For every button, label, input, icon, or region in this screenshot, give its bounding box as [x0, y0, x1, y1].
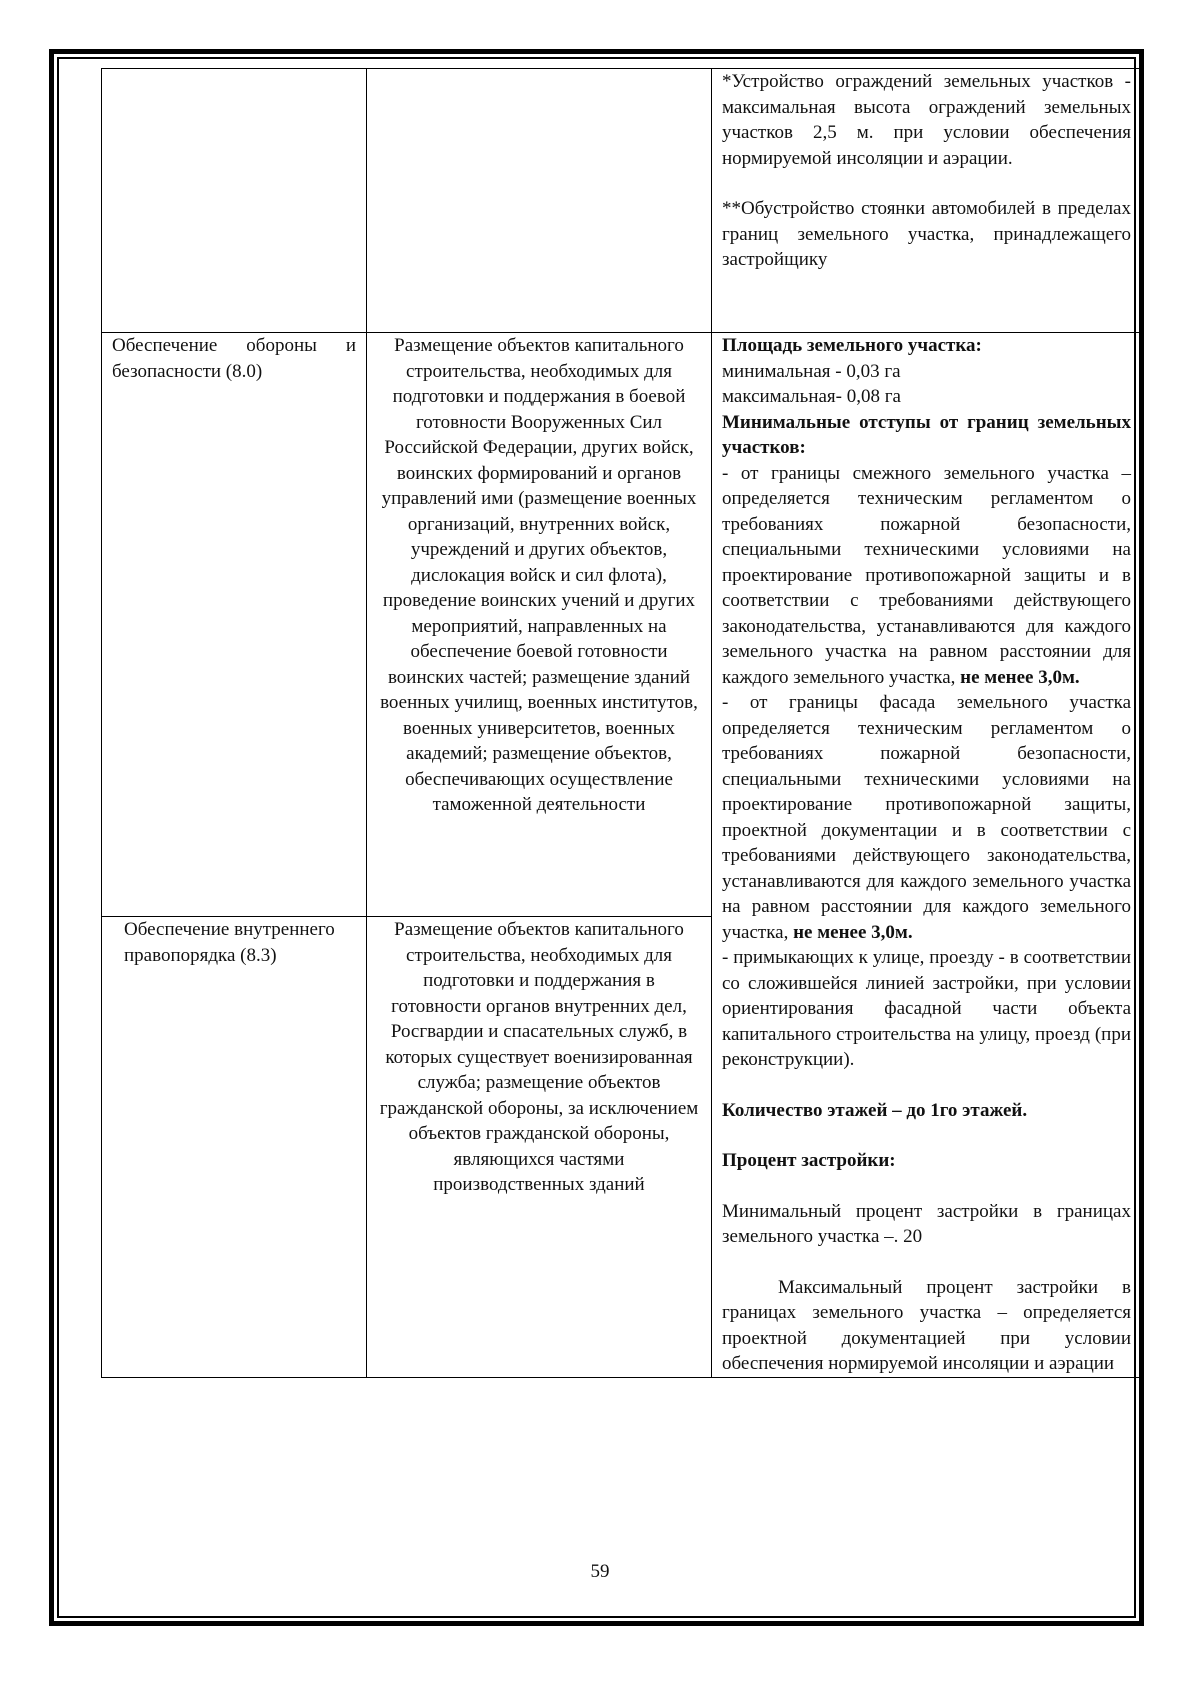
regulations-table — [101, 68, 1142, 1378]
cell-parameters — [712, 69, 1142, 333]
setback-facade-min: не менее 3,0м. — [793, 921, 913, 943]
parking-note: **Обустройство стоянки автомобилей в пределах границ земельного участка, принадлежащего застройщику — [722, 198, 1131, 270]
coverage-max: Максимальный процент застройки в границах земельного участка – определяется проектной документацией при условии обеспечения нормируемой инсоляции и аэрации — [722, 1276, 1131, 1374]
area-title: Площадь земельного участка: — [722, 335, 982, 356]
cell-use-type-defense: Обеспечение обороны и безопасности (8.0) — [102, 333, 367, 917]
table-row — [102, 69, 1142, 333]
area-min: минимальная - 0,03 га — [722, 360, 901, 382]
table-row — [102, 333, 1142, 917]
setback-adjacent-text: - от границы смежного земельного участка – определяется техническим регламентом о требованиях пожарной безопасности, специальными техническими условиями на проектирование противопожарной защиты и в соответствии с требованиями действующего законодательства, устанавливаются для каждого земельного участка на равном расстоянии для каждого земельного участка, — [722, 462, 1131, 688]
fence-note: *Устройство ограждений земельных участков - максимальная высота ограждений земельных участков 2,5 м. при условии обеспечения нормируемой инсоляции и аэрации. — [722, 71, 1131, 169]
coverage-min: Минимальный процент застройки в границах земельного участка –. 20 — [722, 1200, 1131, 1247]
area-max: максимальная- 0,08 га — [722, 386, 901, 407]
setback-adjacent-min: не менее 3,0м. — [960, 666, 1080, 688]
cell-use-description-defense: Размещение объектов капитального строительства, необходимых для подготовки и поддержания в боевой готовности Вооруженных Сил Российской Федерации, других войск, воинских формирований и органов управлений ими (размещение военных организаций, внутренних войск, учреждений и других объектов, дислокация войск и сил флота), проведение воинских учений и других мероприятий, направленных на обеспечение боевой готовности воинских частей; размещение зданий военных училищ, военных институтов, военных университетов, военных академий; размещение объектов, обеспечивающих осуществление таможенной деятельности — [367, 333, 712, 917]
setback-street: - примыкающих к улице, проезду - в соответствии со сложившейся линией застройки, при условии ориентирования фасадной части объекта капитального строительства на улицу, проезд (при реконструкции). — [722, 947, 1131, 1070]
cell-parameters-defense — [712, 333, 1142, 1378]
cell-use-description-order: Размещение объектов капитального строительства, необходимых для подготовки и поддержания в готовности органов внутренних дел, Росгвардии и спасательных служб, в которых существует военизированная служба; размещение объектов гражданской обороны, за исключением объектов гражданской обороны, являющихся частями производственных зданий — [367, 917, 712, 1378]
setback-adjacent — [722, 461, 1131, 691]
setbacks-title: Минимальные отступы от границ земельных участков: — [722, 411, 1131, 458]
page-number: 59 — [590, 1561, 610, 1582]
cell-use-description — [367, 69, 712, 333]
setback-facade-text: - от границы фасада земельного участка определяется техническим регламентом о требованиях пожарной безопасности, специальными техническими условиями на проектирование противопожарной защиты, проектной документации и в соответствии с требованиями действующего законодательства, устанавливаются для каждого земельного участка на равном расстоянии для каждого земельного участка, — [722, 692, 1131, 943]
cell-use-type — [102, 69, 367, 333]
cell-use-type-order: Обеспечение внутреннего правопорядка (8.3) — [102, 917, 367, 1378]
setback-facade — [722, 690, 1131, 945]
coverage-title: Процент застройки: — [722, 1150, 896, 1171]
floors-limit: Количество этажей – до 1го этажей. — [722, 1099, 1028, 1121]
